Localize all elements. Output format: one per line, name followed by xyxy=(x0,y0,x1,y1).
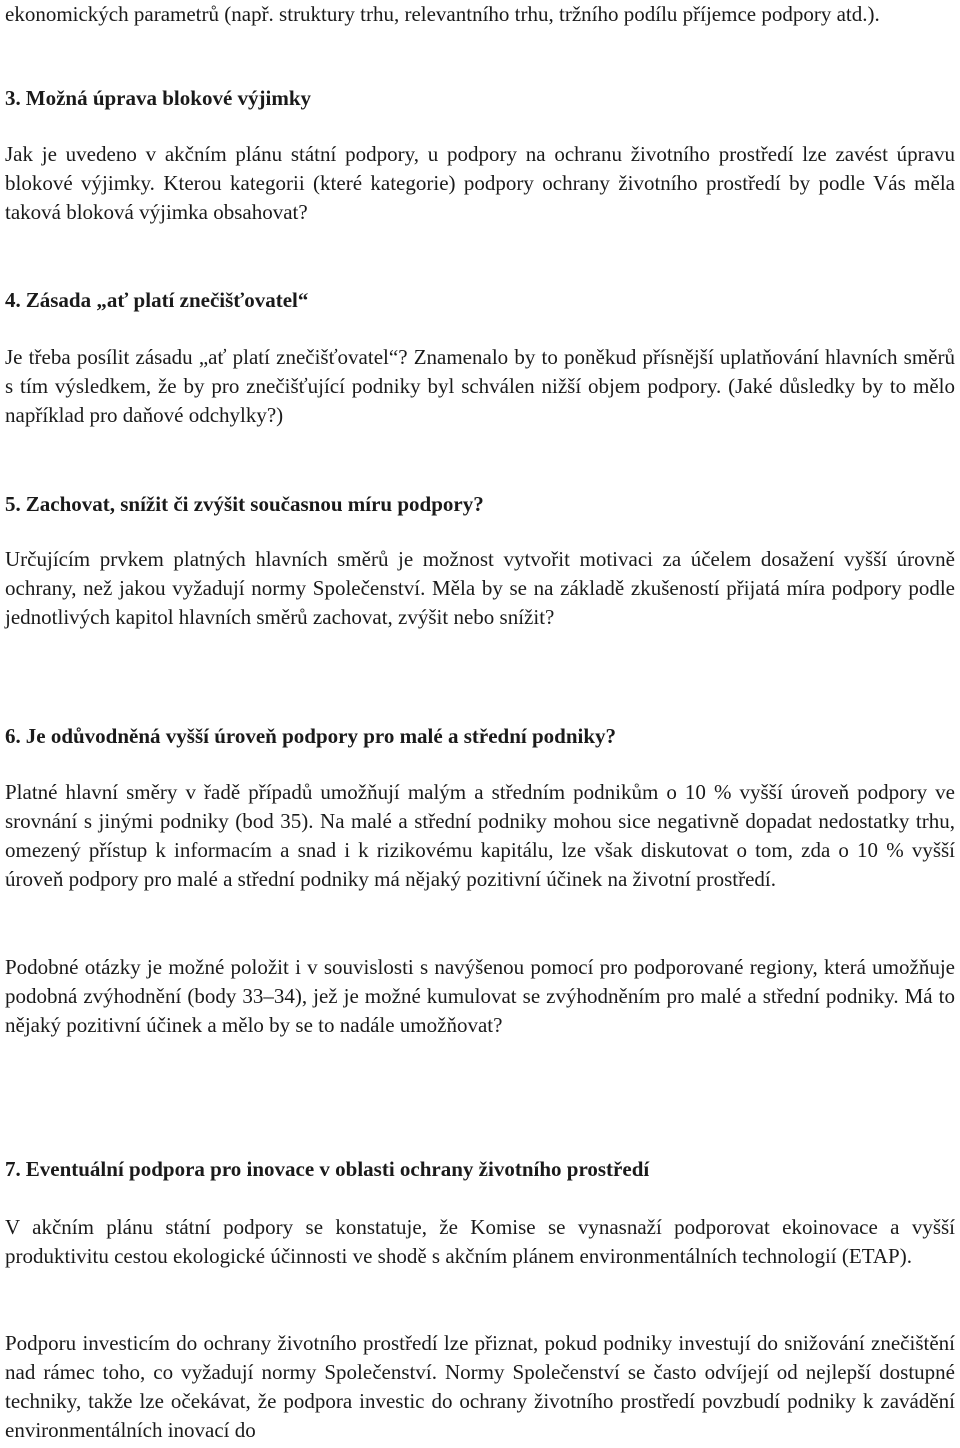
continuation-paragraph: ekonomických parametrů (např. struktury trhu, relevantního trhu, tržního podílu příjemce podpory atd.). xyxy=(5,2,880,26)
section-number: 5. xyxy=(5,492,21,516)
section-5-paragraph: Určujícím prvkem platných hlavních směrů je možnost vytvořit motivaci za účelem dosažení vyšší úrovně ochrany, než jakou vyžadují normy Společenství. Měla by se na základě zkušeností přijatá míra podpory podle jednotlivých kapitol hlavních směrů zachovat, zvýšit nebo snížit? xyxy=(5,547,955,629)
section-7-paragraph-1: V akčním plánu státní podpory se konstatuje, že Komise se vynasnaží podporovat ekoinovace a vyšší produktivitu cestou ekologické účinnosti ve shodě s akčním plánem environmentálních technologií (ETAP). xyxy=(5,1215,955,1268)
section-number: 7. xyxy=(5,1157,21,1181)
section-3-heading xyxy=(5,84,955,113)
section-5-heading xyxy=(5,490,955,519)
section-title: Možná úprava blokové výjimky xyxy=(25,86,312,110)
section-number: 4. xyxy=(5,288,21,312)
section-7-paragraph-2: Podporu investicím do ochrany životního prostředí lze přiznat, pokud podniky investují do snižování znečištění nad rámec toho, co vyžadují normy Společenství. Normy Společenství se často odvíjejí od nejlepší dostupné techniky, takže lze očekávat, že podpora investic do ochrany životního prostředí povzbudí podniky k zavádění environmentálních inovací do xyxy=(5,1331,955,1442)
section-number: 3. xyxy=(5,86,21,110)
section-title: Zachovat, snížit či zvýšit současnou míru podpory? xyxy=(25,492,484,516)
section-7-heading xyxy=(5,1155,955,1184)
section-6-paragraph-2: Podobné otázky je možné položit i v souvislosti s navýšenou pomocí pro podporované regiony, která umožňuje podobná zvýhodnění (body 33–34), jež je možné kumulovat se zvýhodněním pro malé a střední podniky. Má to nějaký pozitivní účinek a mělo by se to nadále umožňovat? xyxy=(5,955,955,1037)
section-4-heading xyxy=(5,286,955,315)
section-3-paragraph: Jak je uvedeno v akčním plánu státní podpory, u podpory na ochranu životního prostředí lze zavést úpravu blokové výjimky. Kterou kategorii (které kategorie) podpory ochrany životního prostředí by podle Vás měla taková bloková výjimka obsahovat? xyxy=(5,142,955,224)
section-number: 6. xyxy=(5,724,21,748)
section-title: Je odůvodněná vyšší úroveň podpory pro malé a střední podniky? xyxy=(25,724,617,748)
section-4-paragraph: Je třeba posílit zásadu „ať platí znečišťovatel“? Znamenalo by to poněkud přísnější uplatňování hlavních směrů s tím výsledkem, že by pro znečišťující podniky byl schválen nižší objem podpory. (Jaké důsledky by to mělo například pro daňové odchylky?) xyxy=(5,345,955,427)
section-title: Eventuální podpora pro inovace v oblasti ochrany životního prostředí xyxy=(25,1157,650,1181)
section-6-heading xyxy=(5,722,955,751)
section-title: Zásada „ať platí znečišťovatel“ xyxy=(25,288,309,312)
section-6-paragraph-1: Platné hlavní směry v řadě případů umožňují malým a středním podnikům o 10 % vyšší úroveň podpory ve srovnání s jinými podniky (bod 35). Na malé a střední podniky mohou sice negativně dopadat nedostatky trhu, omezený přístup k informacím a snad i k rizikovému kapitálu, lze však diskutovat o tom, zda o 10 % vyšší úroveň podpory pro malé a střední podniky má nějaký pozitivní účinek na životní prostředí. xyxy=(5,780,955,891)
